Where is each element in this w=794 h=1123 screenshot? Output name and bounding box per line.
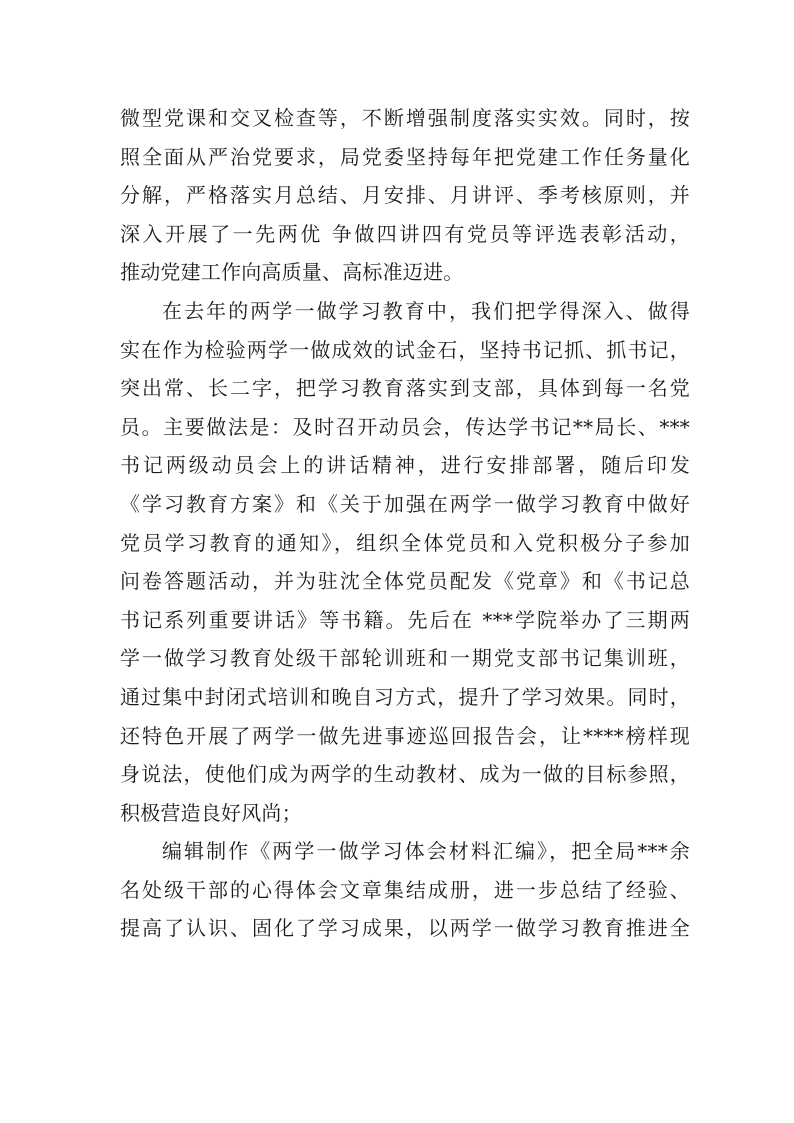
text-line: 照全面从严治党要求，局党委坚持每年把党建工作任务量化 xyxy=(120,144,690,169)
paragraph-1 xyxy=(120,99,690,292)
text-line: 学一做学习教育处级干部轮训班和一期党支部书记集训班， xyxy=(120,646,690,671)
text-line: 书记系列重要讲话》等书籍。先后在 ***学院举办了三期两 xyxy=(120,607,690,632)
text-line: 书记两级动员会上的讲话精神，进行安排部署，随后印发 xyxy=(120,453,690,478)
text-line: 名处级干部的心得体会文章集结成册，进一步总结了经验、 xyxy=(120,877,690,902)
text-line: 推动党建工作向高质量、高标准迈进。 xyxy=(120,260,464,285)
text-line: 突出常、长二字，把学习教育落实到支部，具体到每一名党 xyxy=(120,376,690,401)
text-line: 分解，严格落实月总结、月安排、月讲评、季考核原则，并 xyxy=(120,183,690,208)
text-line: 问卷答题活动，并为驻沈全体党员配发《党章》和《书记总 xyxy=(120,569,690,594)
text-line: 实在作为检验两学一做成效的试金石，坚持书记抓、抓书记， xyxy=(120,337,690,362)
text-line: 《学习教育方案》和《关于加强在两学一做学习教育中做好 xyxy=(120,491,690,516)
text-line: 身说法，使他们成为两学的生动教材、成为一做的目标参照， xyxy=(120,762,690,787)
paragraph-2 xyxy=(120,292,690,832)
text-line: 员。主要做法是：及时召开动员会，传达学书记**局长、*** xyxy=(120,414,690,439)
paragraph-3 xyxy=(120,832,690,948)
text-line: 在去年的两学一做学习教育中，我们把学得深入、做得 xyxy=(162,298,690,323)
text-line: 提高了认识、固化了学习成果，以两学一做学习教育推进全 xyxy=(120,916,690,941)
text-line: 积极营造良好风尚； xyxy=(120,800,302,825)
text-line: 深入开展了一先两优 争做四讲四有党员等评选表彰活动， xyxy=(120,221,690,246)
text-line: 通过集中封闭式培训和晚自习方式，提升了学习效果。同时， xyxy=(120,684,690,709)
text-line: 编辑制作《两学一做学习体会材料汇编》，把全局***余 xyxy=(162,839,690,864)
text-line: 党员学习教育的通知》，组织全体党员和入党积极分子参加 xyxy=(120,530,690,555)
text-line: 微型党课和交叉检查等，不断增强制度落实实效。同时，按 xyxy=(120,106,690,130)
text-line: 还特色开展了两学一做先进事迹巡回报告会，让****榜样现 xyxy=(120,723,690,748)
document-body xyxy=(120,99,690,948)
